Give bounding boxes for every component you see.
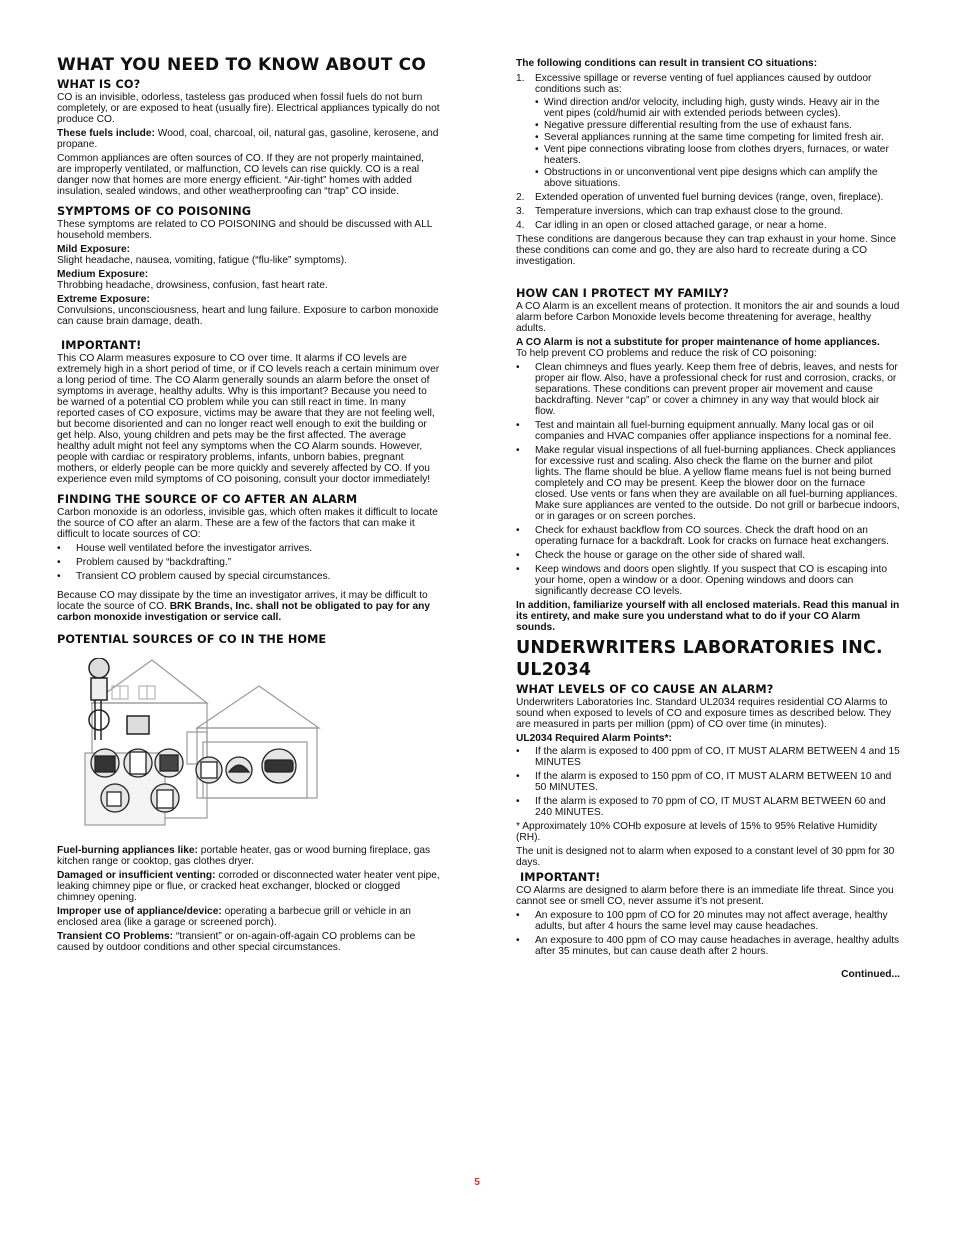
potential-sources-heading: POTENTIAL SOURCES OF CO IN THE HOME <box>57 633 327 646</box>
bullet-icon: • <box>516 564 520 575</box>
protect-heading: HOW CAN I PROTECT MY FAMILY? <box>516 287 729 300</box>
list-item: • If the alarm is exposed to 400 ppm of CO, IT MUST ALARM BETWEEN 4 and 15 MINUTES <box>516 746 900 768</box>
extreme-exposure-text: Convulsions, unconsciousness, heart and lung failure. Exposure to carbon monoxide can cause brain damage, death. <box>57 305 439 327</box>
bullet-icon: • <box>535 120 539 131</box>
list-item: • Problem caused by “backdrafting.” <box>57 557 232 568</box>
list-item: • Obstructions in or unconventional vent pipe designs which can amplify the above situations. <box>535 167 878 189</box>
list-item: • Keep windows and doors open slightly. If you suspect that CO is escaping into your home, open a window or a door. Opening windows and doors can significantly decrease CO levels. <box>516 564 888 597</box>
bullet-icon: • <box>516 362 520 373</box>
bullet-icon: • <box>516 771 520 782</box>
medium-exposure-text: Throbbing headache, drowsiness, confusion, fast heart rate. <box>57 280 328 291</box>
page-title: WHAT YOU NEED TO KNOW ABOUT CO <box>57 55 426 75</box>
ul-alarm-points-list <box>516 746 900 818</box>
continued-label: Continued... <box>841 969 900 980</box>
ul-footnote: * Approximately 10% COHb exposure at levels of 15% to 95% Relative Humidity (RH). <box>516 821 878 843</box>
exposure-list <box>516 910 900 957</box>
fuels-text: Wood, coal, charcoal, oil, natural gas, gasoline, kerosene, and propane. <box>57 128 439 150</box>
brk-disclaimer: BRK Brands, Inc. shall not be obligated to pay for any carbon monoxide investigation or service call. <box>57 601 431 623</box>
medium-exposure-label: Medium Exposure: <box>57 269 149 280</box>
ul-intro: Underwriters Laboratories Inc. Standard UL2034 requires residential CO Alarms to sound when exposed to levels of CO and exposure times as described below. They are measured in parts per million (ppm) of CO over time (in minutes). <box>516 697 892 730</box>
bullet-icon: • <box>535 167 539 178</box>
important-heading: IMPORTANT! <box>61 339 142 352</box>
list-item: • Check for exhaust backflow from CO sources. Check the draft hood on an operating furnace for a backdraft. Look for cracks on furnace heat exchangers. <box>516 525 889 547</box>
list-item: • If the alarm is exposed to 70 ppm of CO, IT MUST ALARM BETWEEN 60 and 240 MINUTES. <box>516 796 886 818</box>
list-item: 2. Extended operation of unvented fuel burning devices (range, oven, fireplace). <box>516 192 884 203</box>
list-item: • Make regular visual inspections of all fuel-burning appliances. Check appliances for excessive rust and scaling. Also check the flame on the burner and pilot lights. The flame should be blue. A yellow flame means fuel is not being burned completely and CO may be present. Keep the blower door on the furnace closed. Use vents or fans when they are available on all fuel-burning appliances. Make sure appliances are vented to the outside. Do not grill or barbecue indoors, or in garages or on screen porches. <box>516 445 900 522</box>
fuels-paragraph <box>57 128 440 150</box>
bullet-icon: • <box>516 796 520 807</box>
list-item: • An exposure to 100 ppm of CO for 20 minutes may not affect average, healthy adults, but after 4 hours the same level may cause headaches. <box>516 910 888 932</box>
house-illustration <box>57 658 347 833</box>
conditions-sublist <box>535 97 900 189</box>
list-item: 4. Car idling in an open or closed attached garage, or near a home. <box>516 220 827 231</box>
list-item: 3. Temperature inversions, which can trap exhaust close to the ground. <box>516 206 844 217</box>
fuel-burning-paragraph: Fuel-burning appliances like: portable heater, gas or wood burning fireplace, gas kitchen range or cooktop, gas clothes dryer. <box>57 845 431 867</box>
bullet-icon: • <box>57 557 61 568</box>
investigator-paragraph: Because CO may dissipate by the time an investigator arrives, it may be difficult to locate the source of CO. BRK Brands, Inc. shall not be obligated to pay for any carbon monoxide investigation or service call. <box>57 590 431 623</box>
finding-source-intro: Carbon monoxide is an odorless, invisible gas, which often makes it difficult to locate the source of CO after an alarm. These are a few of the factors that can make it difficult to locate sources of CO: <box>57 507 438 540</box>
bullet-icon: • <box>516 550 520 561</box>
important-heading-2: IMPORTANT! <box>520 871 601 884</box>
list-item: 1. Excessive spillage or reverse venting of fuel appliances caused by outdoor conditions such as: • Wind direction and/or velocity, including high, gusty winds. Heavy air in the vent pipes (cold/humid air with extended periods between cycles). • Negative pressure differential resulting from the use of exhaust fans. • Several appliances running at the same time competing for limited fresh air. • Vent pipe connections vibrating loose from clothes dryers, furnaces, or water heaters. • Obstructions in or unconventional vent pipe designs which can amplify the above situations. <box>516 73 900 189</box>
list-item: • Clean chimneys and flues yearly. Keep them free of debris, leaves, and nests for proper air flow. Also, have a professional check for rust and corrosion, cracks, or separations. These conditions can prevent proper air movement and cause backdrafting. Never “cap” or cover a chimney in any way that would block air flow. <box>516 362 898 417</box>
fuels-label: These fuels include: <box>57 128 155 139</box>
list-item: • Test and maintain all fuel-burning equipment annually. Many local gas or oil companies and HVAC companies offer appliance inspections for a nominal fee. <box>516 420 892 442</box>
bullet-icon: • <box>516 525 520 536</box>
list-item: • Transient CO problem caused by special circumstances. <box>57 571 331 582</box>
help-prevent-text: To help prevent CO problems and reduce the risk of CO poisoning: <box>516 348 817 359</box>
list-item: • Vent pipe connections vibrating loose from clothes dryers, furnaces, or water heaters. <box>535 144 889 166</box>
list-item: • An exposure to 400 ppm of CO may cause headaches in average, healthy adults after 35 minutes, but can cause death after 2 hours. <box>516 935 900 957</box>
bullet-icon: • <box>516 935 520 946</box>
finding-source-heading: FINDING THE SOURCE OF CO AFTER AN ALARM <box>57 493 358 506</box>
ul-title: UNDERWRITERS LABORATORIES INC. UL2034 <box>516 638 883 680</box>
list-item: • Several appliances running at the same time competing for limited fresh air. <box>535 132 884 143</box>
list-item: • Negative pressure differential resulting from the use of exhaust fans. <box>535 120 852 131</box>
bullet-icon: • <box>535 132 539 143</box>
bullet-icon: • <box>516 746 520 757</box>
important-text: This CO Alarm measures exposure to CO over time. It alarms if CO levels are extremely high in a short period of time, or if CO levels reach a certain minimum over a long period of time. The CO Alarm generally sounds an alarm before the onset of symptoms in average, healthy adults. Why is this important? Because you need to be warned of a potential CO problem while you can still react in time. In many reported cases of CO exposure, victims may be aware that they are not feeling well, but become disoriented and can no longer react well enough to exit the building or get help. Also, young children and pets may be the first affected. The average healthy adult might not feel any symptoms when the CO Alarm sounds. However, people with cardiac or respiratory problems, infants, unborn babies, pregnant mothers, or elderly people can be more quickly and severely affected by CO. If you experience even mild symptoms of CO poisoning, consult your doctor immediately! <box>57 353 440 485</box>
bullet-icon: • <box>57 543 61 554</box>
conditions-list <box>516 73 900 231</box>
conditions-heading: The following conditions can result in transient CO situations: <box>516 58 818 69</box>
important-text-2: CO Alarms are designed to alarm before there is an immediate life threat. Since you cannot see or smell CO, never assume it’s not present. <box>516 885 894 907</box>
bullet-icon: • <box>535 97 539 108</box>
conditions-closing: These conditions are dangerous because they can trap exhaust in your home. Since these conditions can come and go, they are also hard to recreate during a CO investigation. <box>516 234 897 267</box>
protect-intro: A CO Alarm is an excellent means of protection. It monitors the air and sounds a loud alarm before Carbon Monoxide levels become threatening for average, healthy adults. <box>516 301 900 334</box>
ul-constant-level: The unit is designed not to alarm when exposed to a constant level of 30 ppm for 30 days. <box>516 846 895 868</box>
symptoms-heading: SYMPTOMS OF CO POISONING <box>57 205 252 218</box>
mild-exposure-text: Slight headache, nausea, vomiting, fatigue (“flu-like” symptoms). <box>57 255 347 266</box>
bullet-icon: • <box>535 144 539 155</box>
ul-required-label: UL2034 Required Alarm Points*: <box>516 733 672 744</box>
list-item: • House well ventilated before the investigator arrives. <box>57 543 313 554</box>
what-is-co-text: CO is an invisible, odorless, tasteless gas produced when fossil fuels do not burn completely, or are exposed to heat (usually fire). Electrical appliances typically do not produce CO. <box>57 92 440 125</box>
improper-use-paragraph: Improper use of appliance/device: operating a barbecue grill or vehicle in an enclosed area (like a garage or screened porch). <box>57 906 411 928</box>
transient-paragraph: Transient CO Problems: “transient” or on-again-off-again CO problems can be caused by outdoor conditions and other special circumstances. <box>57 931 416 953</box>
symptoms-intro: These symptoms are related to CO POISONING and should be discussed with ALL household members. <box>57 219 433 241</box>
list-item: • If the alarm is exposed to 150 ppm of CO, IT MUST ALARM BETWEEN 10 and 50 MINUTES. <box>516 771 892 793</box>
protect-list <box>516 362 900 597</box>
finding-source-list <box>57 543 440 582</box>
list-item: • Wind direction and/or velocity, including high, gusty winds. Heavy air in the vent pipes (cold/humid air with extended periods between cycles). <box>535 97 880 119</box>
page-number: 5 <box>474 1177 480 1188</box>
bullet-icon: • <box>57 571 61 582</box>
familiarize-note: In addition, familiarize yourself with all enclosed materials. Read this manual in its entirety, and make sure you understand what to do if your CO Alarm sounds. <box>516 600 900 633</box>
bullet-icon: • <box>516 445 520 456</box>
bullet-icon: • <box>516 910 520 921</box>
alarm-levels-heading: WHAT LEVELS OF CO CAUSE AN ALARM? <box>516 683 774 696</box>
extreme-exposure-label: Extreme Exposure: <box>57 294 150 305</box>
left-column <box>57 50 440 956</box>
what-is-co-heading: WHAT IS CO? <box>57 78 141 91</box>
right-column <box>516 56 900 983</box>
venting-paragraph: Damaged or insufficient venting: corroded or disconnected water heater vent pipe, leaking chimney pipe or flue, or cracked heat exchanger, blocked or clogged chimney opening. <box>57 870 440 903</box>
mild-exposure-label: Mild Exposure: <box>57 244 131 255</box>
list-item: • Check the house or garage on the other side of shared wall. <box>516 550 806 561</box>
appliances-text: Common appliances are often sources of CO. If they are not properly maintained, are improperly ventilated, or malfunction, CO levels can rise quickly. CO is a real danger now that homes are more energy efficient. “Air-tight” homes with added insulation, sealed windows, and other weatherproofing can “trap” CO inside. <box>57 153 424 197</box>
bullet-icon: • <box>516 420 520 431</box>
not-substitute-note: A CO Alarm is not a substitute for proper maintenance of home appliances. <box>516 337 880 348</box>
